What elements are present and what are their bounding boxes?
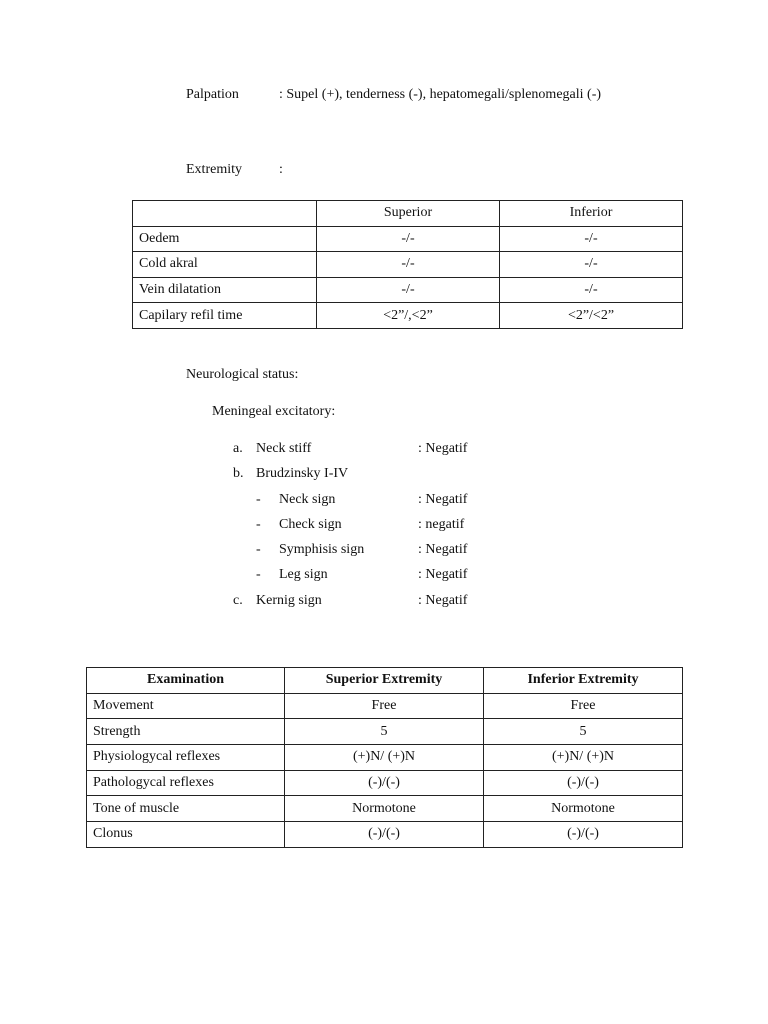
examination-table (86, 667, 683, 848)
table-row (87, 745, 683, 771)
table-header-cell: Inferior Extremity (484, 668, 683, 694)
table-row (133, 303, 683, 329)
table-row (133, 226, 683, 252)
neurological-heading: Neurological status: (186, 367, 299, 382)
sub-list-item-value: : Negatif (418, 542, 468, 557)
table-row-label: Oedem (133, 226, 317, 252)
list-marker: a. (233, 441, 243, 456)
table-cell: <2”/<2” (500, 303, 683, 329)
sub-list-marker: - (256, 492, 261, 507)
list-item-label: Brudzinsky I-IV (256, 466, 349, 481)
sub-list-item-value: : negatif (418, 517, 465, 532)
table-row-label: Strength (87, 719, 285, 745)
table-row (87, 719, 683, 745)
extremity-table (132, 200, 683, 329)
table-cell: (+)N/ (+)N (484, 745, 683, 771)
table-cell: (-)/(-) (285, 822, 484, 848)
table-row (133, 277, 683, 303)
table-cell: -/- (317, 226, 500, 252)
list-marker: b. (233, 466, 244, 481)
sub-list-item-label: Neck sign (279, 492, 336, 507)
table-header-row (87, 668, 683, 694)
table-row-label: Movement (87, 693, 285, 719)
list-marker: c. (233, 593, 243, 608)
list-item-value: : Negatif (418, 593, 468, 608)
table-row (87, 796, 683, 822)
table-header-row (133, 201, 683, 227)
sub-list-marker: - (256, 517, 261, 532)
table-cell: -/- (317, 277, 500, 303)
meningeal-heading: Meningeal excitatory: (212, 404, 336, 419)
table-cell: 5 (285, 719, 484, 745)
table-row-label: Vein dilatation (133, 277, 317, 303)
sub-list-item-label: Symphisis sign (279, 542, 365, 557)
list-item-label: Kernig sign (256, 593, 322, 608)
extremity-label: Extremity (186, 162, 242, 177)
table-cell: (-)/(-) (285, 770, 484, 796)
table-cell: Free (285, 693, 484, 719)
table-row-label: Cold akral (133, 252, 317, 278)
table-cell: -/- (500, 277, 683, 303)
table-row (133, 252, 683, 278)
table-row-label: Clonus (87, 822, 285, 848)
table-cell: Normotone (484, 796, 683, 822)
palpation-label: Palpation (186, 87, 239, 102)
table-cell: (-)/(-) (484, 770, 683, 796)
table-cell: 5 (484, 719, 683, 745)
table-header-cell: Superior (317, 201, 500, 227)
table-header-cell (133, 201, 317, 227)
table-cell: -/- (317, 252, 500, 278)
table-row (87, 693, 683, 719)
extremity-colon: : (279, 162, 283, 177)
table-cell: Normotone (285, 796, 484, 822)
sub-list-marker: - (256, 542, 261, 557)
table-row (87, 822, 683, 848)
sub-list-item-label: Leg sign (279, 567, 328, 582)
sub-list-item-value: : Negatif (418, 492, 468, 507)
table-header-cell: Examination (87, 668, 285, 694)
list-item-value: : Negatif (418, 441, 468, 456)
table-row-label: Pathologycal reflexes (87, 770, 285, 796)
table-cell: <2”/,<2” (317, 303, 500, 329)
table-cell: -/- (500, 226, 683, 252)
table-cell: -/- (500, 252, 683, 278)
table-cell: (+)N/ (+)N (285, 745, 484, 771)
table-header-cell: Superior Extremity (285, 668, 484, 694)
sub-list-marker: - (256, 567, 261, 582)
table-row-label: Tone of muscle (87, 796, 285, 822)
table-cell: Free (484, 693, 683, 719)
sub-list-item-value: : Negatif (418, 567, 468, 582)
table-cell: (-)/(-) (484, 822, 683, 848)
table-row-label: Capilary refil time (133, 303, 317, 329)
table-row-label: Physiologycal reflexes (87, 745, 285, 771)
sub-list-item-label: Check sign (279, 517, 342, 532)
list-item-label: Neck stiff (256, 441, 312, 456)
table-header-cell: Inferior (500, 201, 683, 227)
table-row (87, 770, 683, 796)
palpation-value: : Supel (+), tenderness (-), hepatomegali/splenomegali (-) (279, 87, 602, 102)
